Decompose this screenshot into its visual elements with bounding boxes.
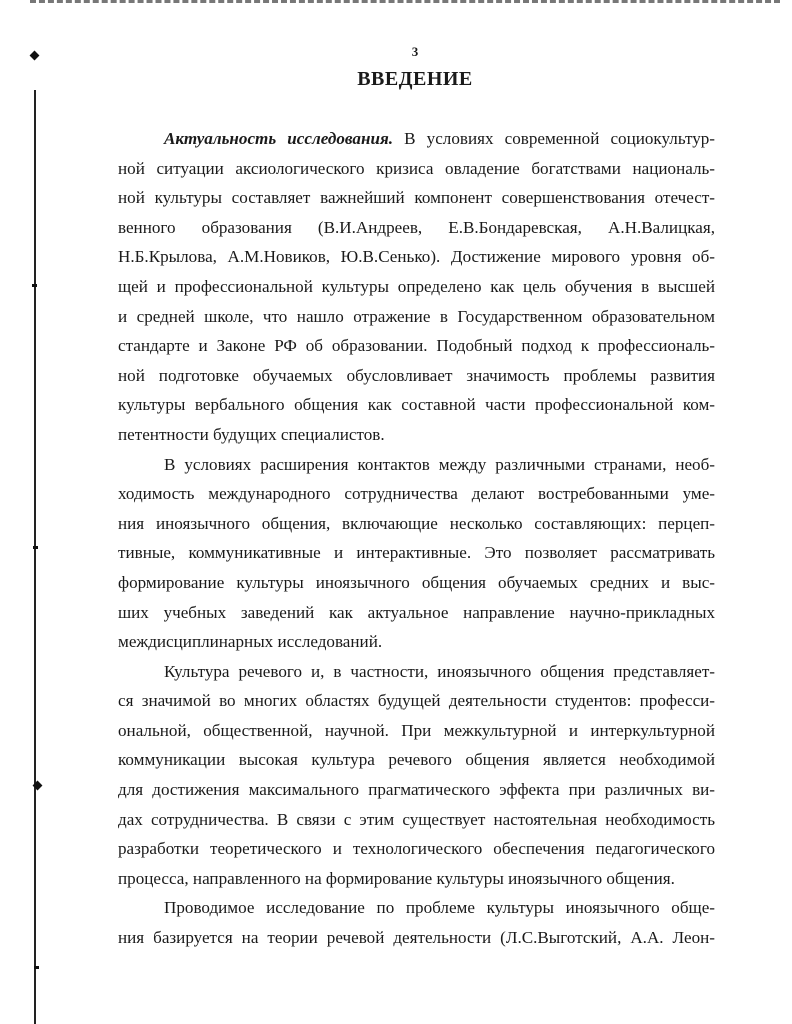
paragraph-line: ной ситуации аксиологического кризиса овладение богатствами националь- — [118, 158, 715, 178]
page-title: ВВЕДЕНИЕ — [357, 68, 473, 90]
paragraph-line — [118, 124, 715, 154]
paragraph-line: коммуникации высокая культура речевого общения является необходимой — [118, 750, 715, 770]
paragraph-line: и средней школе, что нашло отражение в Государственном образовательном — [118, 306, 715, 326]
paragraph-line: ональной, общественной, научной. При межкультурной и интеркультурной — [118, 720, 715, 740]
section-emphasis: Актуальность исследования. — [164, 129, 394, 148]
paragraph-line: ния иноязычного общения, включающие несколько составляющих: перцеп- — [118, 513, 715, 533]
paragraph-line: ния базируется на теории речевой деятельности (Л.С.Выготский, А.А. Леон- — [118, 928, 715, 948]
paragraph-line: дах сотрудничества. В связи с этим существует настоятельная необходимость — [118, 809, 715, 829]
paragraph-line: ходимость международного сотрудничества делают востребованными уме- — [118, 484, 715, 504]
page-number: 3 — [411, 44, 419, 59]
scan-left-edge — [34, 90, 36, 1024]
paragraph-line: культуры вербального общения как составной части профессиональной ком- — [118, 395, 715, 415]
paragraph-line: ся значимой во многих областях будущей деятельности студентов: професси- — [118, 691, 715, 711]
paragraph-relevance — [118, 124, 715, 450]
paragraph-speech-culture — [118, 657, 715, 894]
paragraph-research-basis — [118, 893, 715, 952]
paragraph-line: для достижения максимального прагматического эффекта при различных ви- — [118, 780, 715, 800]
paragraph-line: В условиях расширения контактов между различными странами, необ- — [164, 454, 715, 474]
paragraph-line: ной культуры составляет важнейший компонент совершенствования отечест- — [118, 188, 715, 208]
scan-tick-mark — [33, 546, 38, 549]
paragraph-line: междисциплинарных исследований. — [118, 632, 383, 652]
paragraph-line: петентности будущих специалистов. — [118, 424, 385, 444]
paragraph-line: тивные, коммуникативные и интерактивные. Это позволяет рассматривать — [118, 543, 715, 563]
scan-tick-mark — [32, 284, 37, 287]
paragraph-line: щей и профессиональной культуры определено как цель обучения в высшей — [118, 276, 715, 296]
document-body — [118, 124, 715, 953]
paragraph-line: процесса, направленного на формирование культуры иноязычного общения. — [118, 868, 675, 888]
paragraph-international-contacts — [118, 450, 715, 657]
paragraph-line: Культура речевого и, в частности, иноязычного общения представляет- — [164, 661, 715, 681]
paragraph-line: разработки теоретического и технологического обеспечения педагогического — [118, 839, 715, 859]
paragraph-line-text: В условиях современной социокультур- — [404, 129, 715, 148]
paragraph-line: Н.Б.Крылова, А.М.Новиков, Ю.В.Сенько). Достижение мирового уровня об- — [118, 247, 715, 267]
paragraph-line: Проводимое исследование по проблеме культуры иноязычного обще- — [164, 898, 715, 918]
paragraph-line: венного образования (В.И.Андреев, Е.В.Бондаревская, А.Н.Валицкая, — [118, 217, 715, 237]
paragraph-line: ших учебных заведений как актуальное направление научно-прикладных — [118, 602, 715, 622]
paragraph-line: стандарте и Законе РФ об образовании. Подобный подход к профессиональ- — [118, 336, 715, 356]
scan-top-edge — [30, 0, 780, 9]
scan-tick-mark — [34, 966, 39, 969]
paragraph-line: формирование культуры иноязычного общения обучаемых средних и выс- — [118, 572, 715, 592]
paragraph-line: ной подготовке обучаемых обусловливает значимость проблемы развития — [118, 365, 715, 385]
